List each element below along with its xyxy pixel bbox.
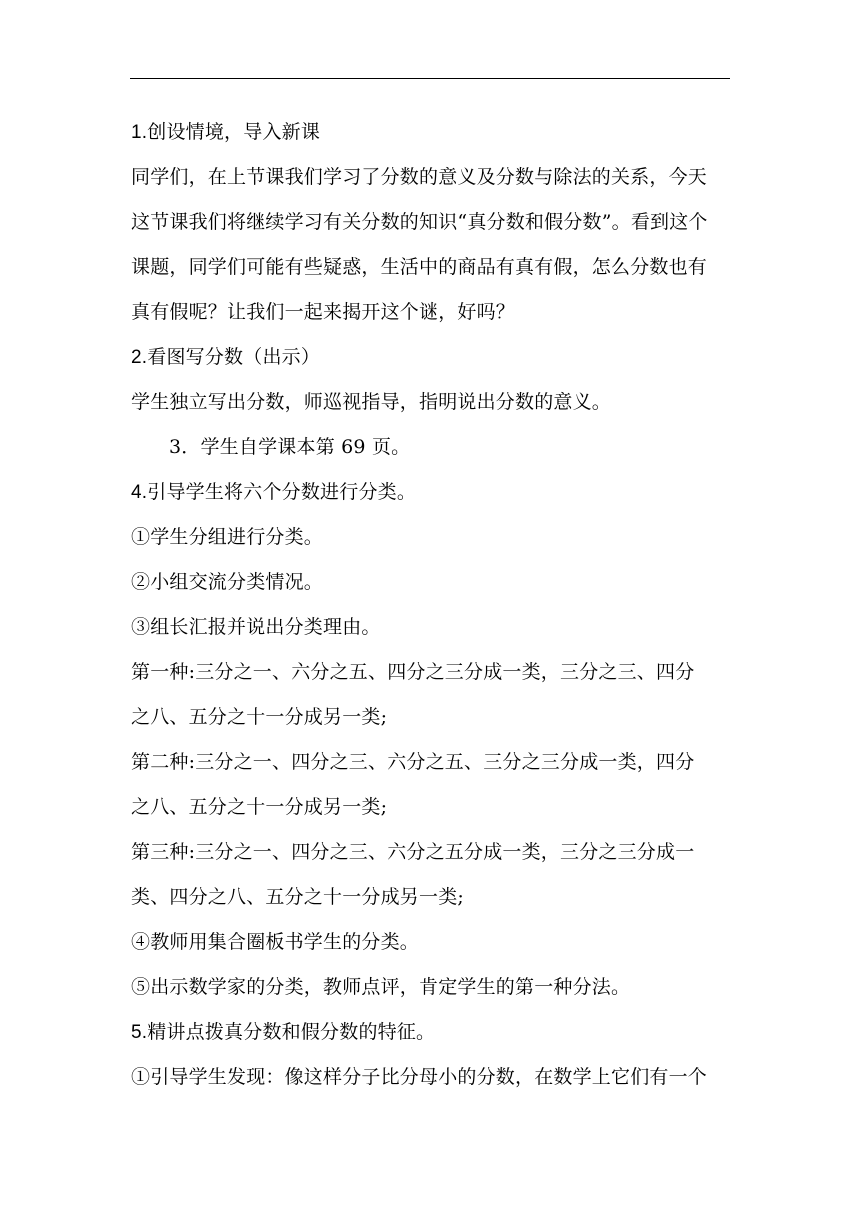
section-heading-3: 3．学生自学课本第 69 页。 — [169, 436, 411, 458]
list-item: ③组长汇报并说出分类理由。 — [131, 616, 381, 638]
paragraph-line: 之八、五分之十一分成另一类; — [131, 706, 388, 728]
list-item: ②小组交流分类情况。 — [131, 571, 324, 593]
section-heading-2 — [131, 335, 731, 380]
header-rule — [130, 78, 730, 79]
section-title: 看图写分数（出示） — [147, 346, 321, 368]
section-title: 创设情境，导入新课 — [147, 121, 321, 143]
list-item: ⑤出示数学家的分类，教师点评，肯定学生的第一种分法。 — [131, 976, 631, 998]
section-number: 4. — [131, 482, 148, 503]
paragraph-line: 真有假呢？让我们一起来揭开这个谜，好吗？ — [131, 301, 516, 323]
document-body — [131, 110, 731, 1100]
paragraph-line: 第二种:三分之一、四分之三、六分之五、三分之三分成一类，四分 — [131, 751, 695, 773]
list-item: ①引导学生发现：像这样分子比分母小的分数，在数学上它们有一个 — [131, 1066, 708, 1088]
section-heading-1 — [131, 110, 731, 155]
list-item: ①学生分组进行分类。 — [131, 526, 324, 548]
paragraph-line: 同学们，在上节课我们学习了分数的意义及分数与除法的关系，今天 — [131, 166, 708, 188]
paragraph-line: 之八、五分之十一分成另一类; — [131, 796, 388, 818]
paragraph-line: 第一种:三分之一、六分之五、四分之三分成一类，三分之三、四分 — [131, 661, 695, 683]
paragraph-line: 这节课我们将继续学习有关分数的知识“真分数和假分数”。看到这个 — [131, 211, 708, 233]
section-number: 2. — [131, 347, 148, 368]
section-heading-5 — [131, 1010, 731, 1055]
paragraph-line: 第三种:三分之一、四分之三、六分之五分成一类，三分之三分成一 — [131, 841, 695, 863]
section-heading-4 — [131, 470, 731, 515]
paragraph-line: 类、四分之八、五分之十一分成另一类; — [131, 886, 465, 908]
list-item: ④教师用集合圈板书学生的分类。 — [131, 931, 420, 953]
paragraph-line: 学生独立写出分数，师巡视指导，指明说出分数的意义。 — [131, 391, 612, 413]
section-title: 精讲点拨真分数和假分数的特征。 — [147, 1021, 436, 1043]
paragraph-line: 课题，同学们可能有些疑惑，生活中的商品有真有假，怎么分数也有 — [131, 256, 708, 278]
section-number: 5. — [131, 1022, 148, 1043]
section-number: 1. — [131, 122, 148, 143]
section-title: 引导学生将六个分数进行分类。 — [147, 481, 417, 503]
